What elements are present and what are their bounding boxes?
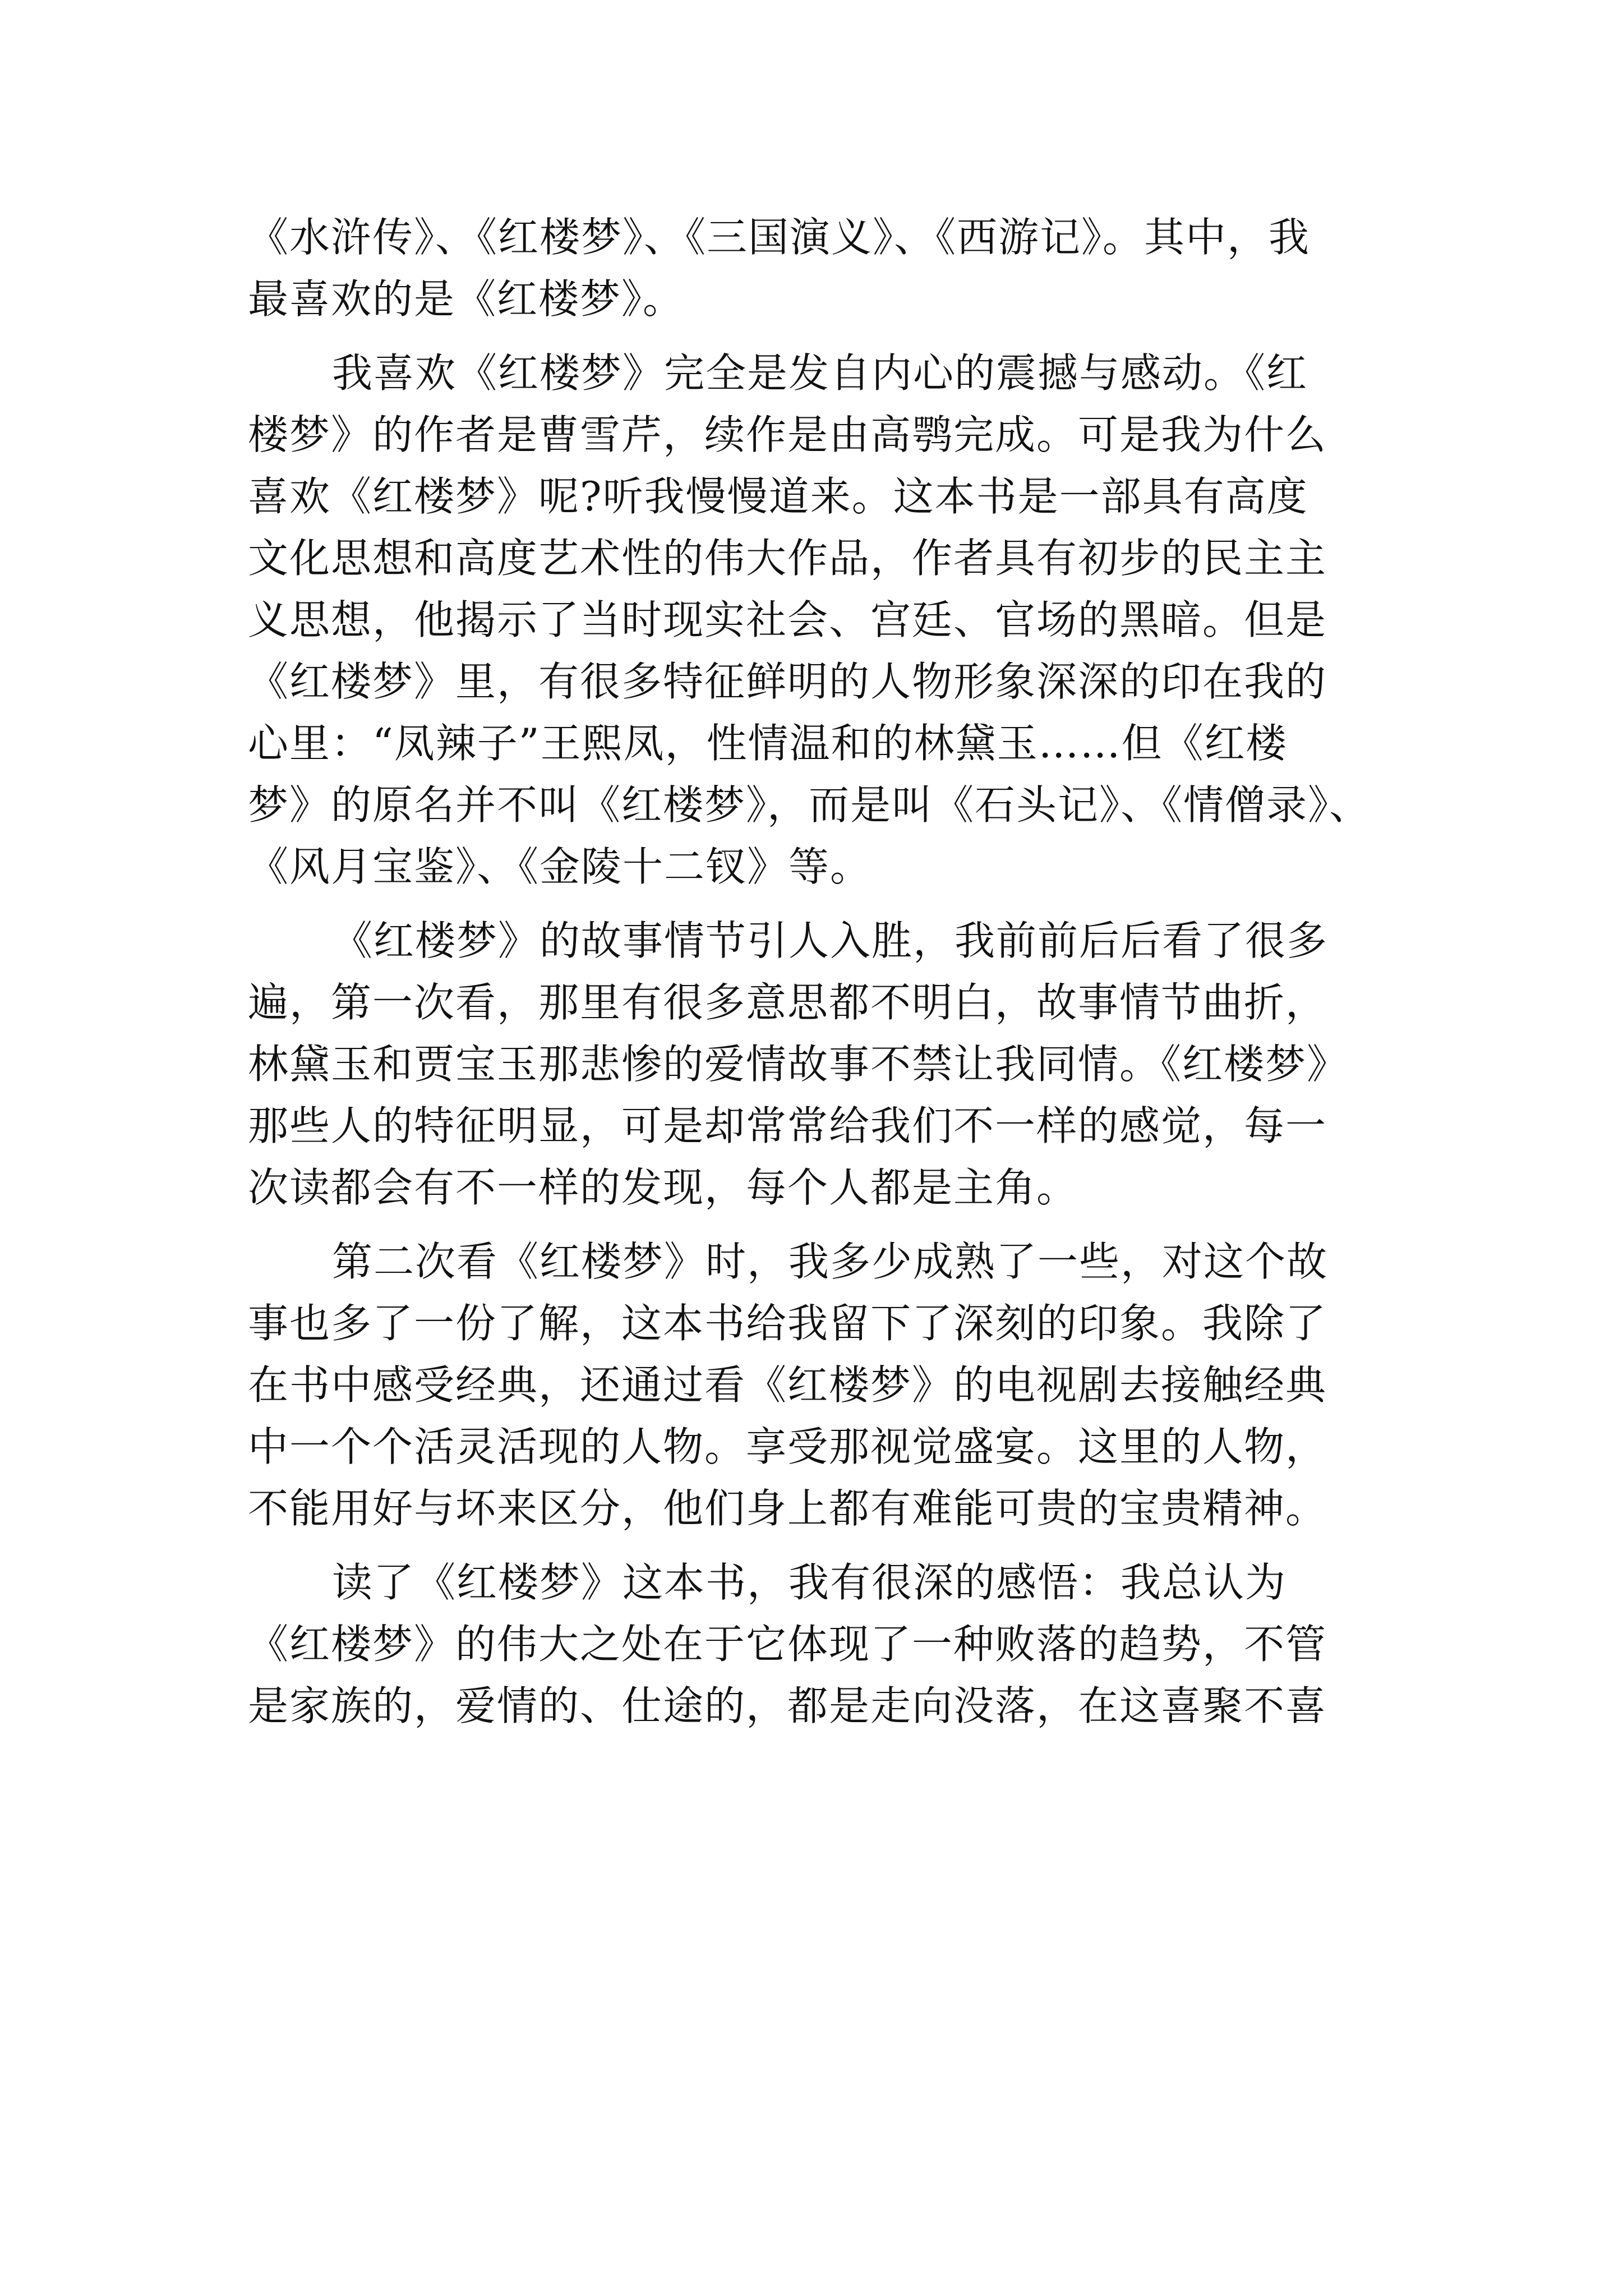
text-line: 最喜欢的是《红楼梦》。 (248, 275, 685, 323)
text-line: 《红楼梦》的故事情节引人入胜，我前前后后看了很多 (332, 917, 1329, 964)
text-line: 不能用好与坏来区分，他们身上都有难能可贵的宝贵精神。 (248, 1485, 1327, 1532)
text-line: 第二次看《红楼梦》时，我多少成熟了一些，对这个故 (332, 1238, 1329, 1285)
text-line: 义思想，他揭示了当时现实社会、宫廷、官场的黑暗。但是 (248, 596, 1327, 643)
text-line: 次读都会有不一样的发现，每个人都是主角。 (248, 1164, 1078, 1211)
text-line: 那些人的特征明显，可是却常常给我们不一样的感觉，每一 (248, 1102, 1327, 1149)
text-line: 文化思想和高度艺术性的伟大作品，作者具有初步的民主主 (248, 535, 1327, 582)
text-line: 是家族的，爱情的、仕途的，都是走向没落，在这喜聚不喜 (248, 1682, 1327, 1729)
text-line: 遍，第一次看，那里有很多意思都不明白，故事情节曲折， (248, 979, 1327, 1026)
paragraph-5 (248, 1552, 1437, 1737)
text-line: 喜欢《红楼梦》呢?听我慢慢道来。这本书是一部具有高度 (248, 473, 1308, 520)
text-line: 在书中感受经典，还通过看《红楼梦》的电视剧去接触经典 (248, 1361, 1327, 1409)
document-body (248, 206, 1437, 1737)
paragraph-2 (248, 342, 1437, 898)
text-line: 中一个个活灵活现的人物。享受那视觉盛宴。这里的人物， (248, 1423, 1327, 1470)
text-line: 事也多了一份了解，这本书给我留下了深刻的印象。我除了 (248, 1300, 1327, 1347)
paragraph-4 (248, 1231, 1437, 1539)
text-line: 楼梦》的作者是曹雪芹，续作是由高鹗完成。可是我为什么 (248, 411, 1327, 458)
text-line: 《红楼梦》的伟大之处在于它体现了一种败落的趋势，不管 (248, 1621, 1327, 1668)
paragraph-3 (248, 910, 1437, 1218)
text-line: 读了《红楼梦》这本书，我有很深的感悟：我总认为 (332, 1559, 1287, 1606)
text-line: 林黛玉和贾宝玉那悲惨的爱情故事不禁让我同情。《红楼梦》 (248, 1041, 1349, 1088)
text-line: 梦》的原名并不叫《红楼梦》，而是叫《石头记》、《情僧录》、 (248, 781, 1371, 829)
text-line: 心里：“凤辣子”王熙凤，性情温和的林黛玉……但《红楼 (248, 720, 1288, 767)
text-line: 《水浒传》、《红楼梦》、《三国演义》、《西游记》。其中，我 (248, 214, 1311, 261)
text-line: 我喜欢《红楼梦》完全是发自内心的震撼与感动。《红 (332, 349, 1308, 397)
text-line: 《风月宝鉴》、《金陵十二钗》等。 (248, 843, 872, 890)
text-line: 《红楼梦》里，有很多特征鲜明的人物形象深深的印在我的 (248, 658, 1327, 705)
paragraph-1 (248, 206, 1437, 330)
